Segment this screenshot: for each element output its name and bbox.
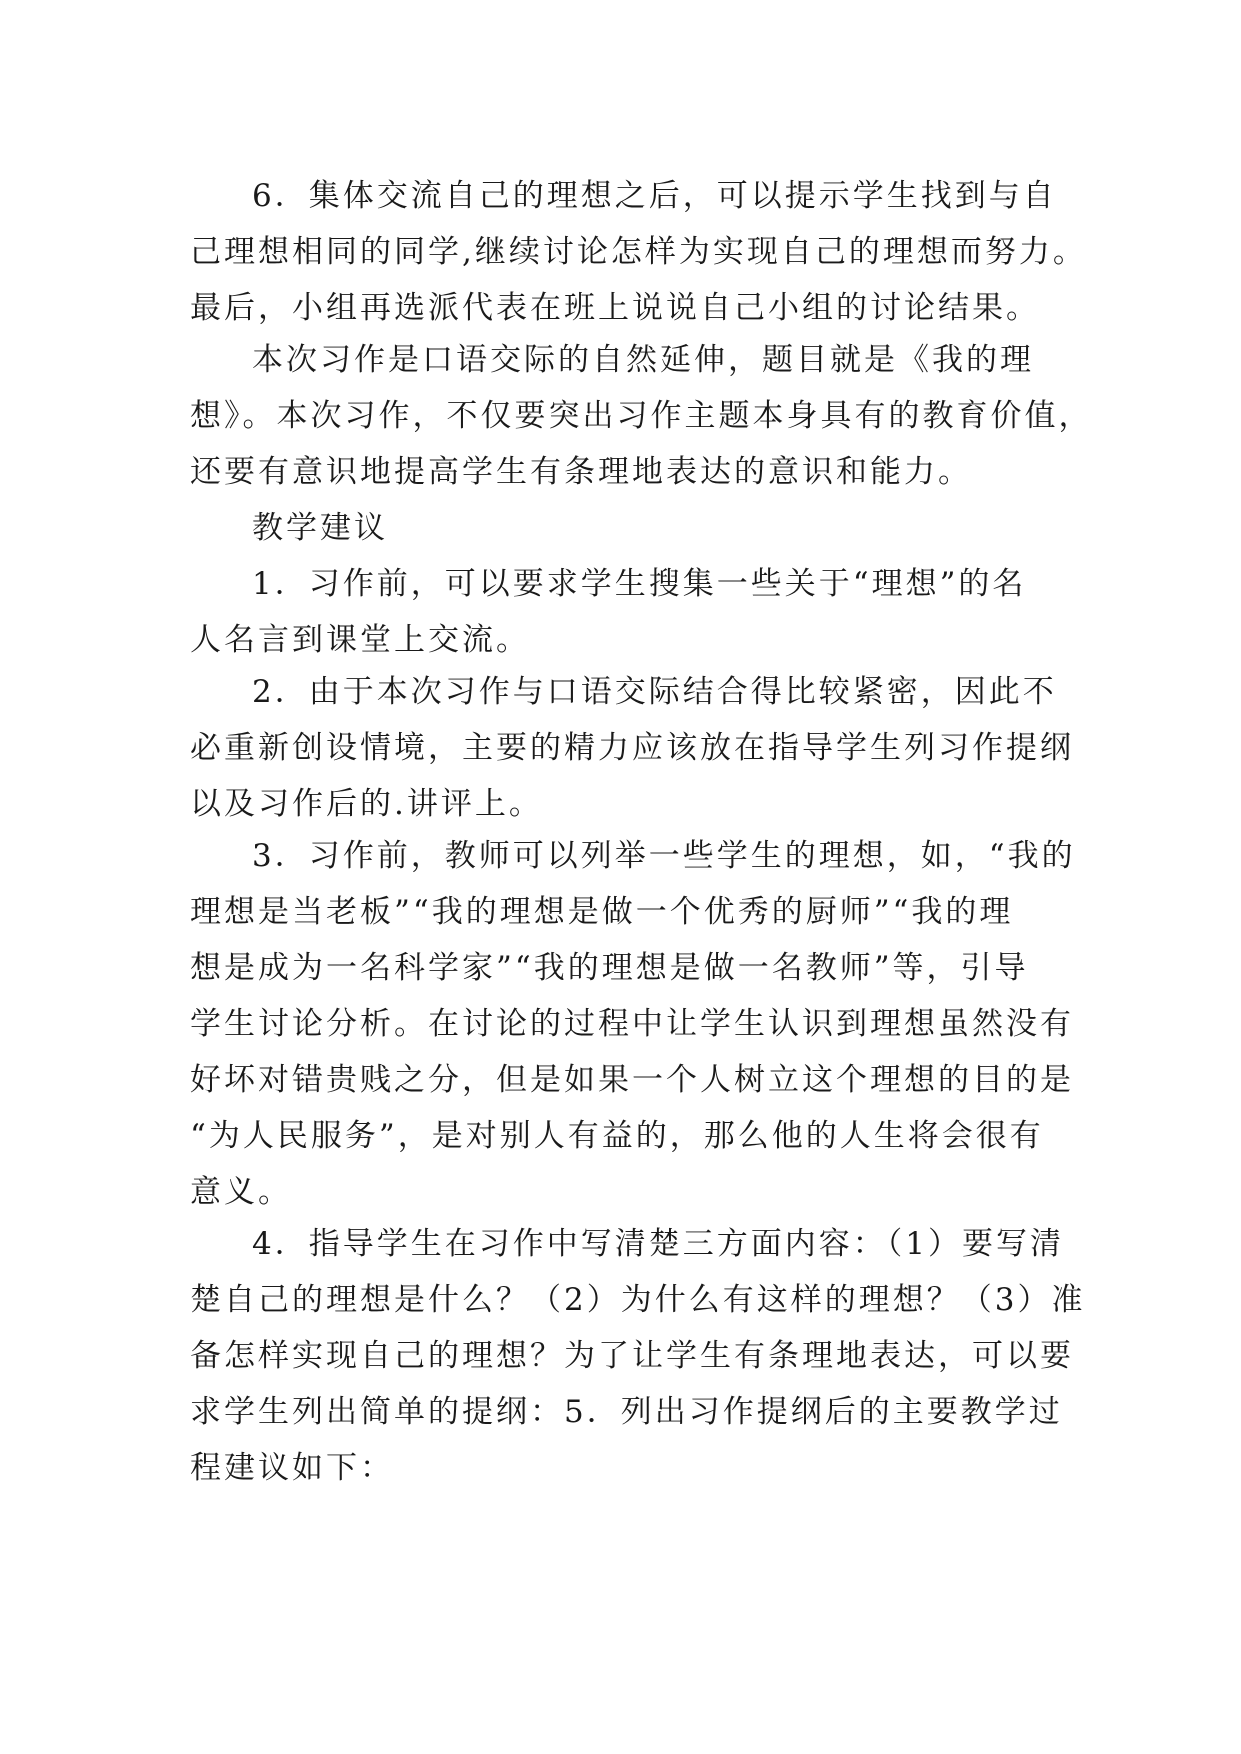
text-line: 学生讨论分析。在讨论的过程中让学生认识到理想虽然没有 xyxy=(190,1006,1074,1042)
text-line: 1．习作前，可以要求学生搜集一些关于“理想”的名 xyxy=(252,566,1027,602)
text-line: 最后，小组再选派代表在班上说说自己小组的讨论结果。 xyxy=(190,290,1040,326)
text-line: 人名言到课堂上交流。 xyxy=(190,622,530,658)
text-line: 求学生列出简单的提纲：5．列出习作提纲后的主要教学过 xyxy=(190,1394,1063,1430)
text-line: 2．由于本次习作与口语交际结合得比较紧密，因此不 xyxy=(252,674,1057,710)
text-line: 好坏对错贵贱之分，但是如果一个人树立这个理想的目的是 xyxy=(190,1062,1074,1098)
text-line: 想是成为一名科学家”“我的理想是做一名教师”等，引导 xyxy=(190,950,1029,986)
text-line: “为人民服务”，是对别人有益的，那么他的人生将会很有 xyxy=(190,1118,1044,1154)
text-line: 本次习作是口语交际的自然延伸，题目就是《我的理 xyxy=(252,342,1034,378)
text-line: 理想是当老板”“我的理想是做一个优秀的厨师”“我的理 xyxy=(190,894,1014,930)
text-line: 3．习作前，教师可以列举一些学生的理想，如，“我的 xyxy=(252,838,1076,874)
text-line: 楚自己的理想是什么？（2）为什么有这样的理想？（3）准 xyxy=(190,1282,1086,1318)
text-line: 程建议如下： xyxy=(190,1450,394,1486)
section-heading: 教学建议 xyxy=(252,510,388,546)
text-line: 还要有意识地提高学生有条理地表达的意识和能力。 xyxy=(190,454,972,490)
text-line: 6．集体交流自己的理想之后，可以提示学生找到与自 xyxy=(252,178,1057,214)
text-line: 必重新创设情境，主要的精力应该放在指导学生列习作提纲 xyxy=(190,730,1074,766)
text-line: 意义。 xyxy=(190,1174,292,1210)
text-line: 己理想相同的同学,继续讨论怎样为实现自己的理想而努力。 xyxy=(190,234,1087,270)
text-line: 4．指导学生在习作中写清楚三方面内容：（1）要写清 xyxy=(252,1226,1064,1262)
text-line: 备怎样实现自己的理想？为了让学生有条理地表达，可以要 xyxy=(190,1338,1074,1374)
text-line: 以及习作后的.讲评上。 xyxy=(190,786,543,822)
text-line: 想》。本次习作，不仅要突出习作主题本身具有的教育价值， xyxy=(190,398,1093,434)
